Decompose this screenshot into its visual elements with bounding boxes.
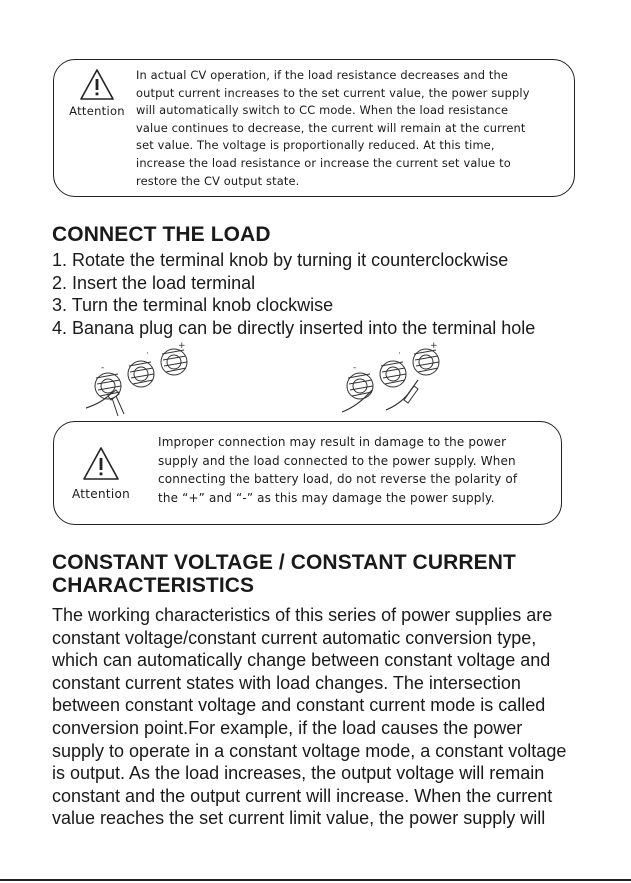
attention-box-cv-mode	[53, 59, 575, 197]
svg-text:-: -	[101, 363, 105, 373]
attention-label: Attention	[71, 487, 131, 501]
list-item: 3. Turn the terminal knob clockwise	[52, 295, 334, 316]
terminal-with-banana-plug-illustration	[338, 340, 458, 418]
list-item: 4. Banana plug can be directly inserted into the terminal hole	[52, 317, 536, 338]
page-bottom-rule	[0, 879, 631, 881]
section-heading-connect-load: CONNECT THE LOAD	[52, 223, 271, 246]
attention-indicator	[65, 446, 137, 501]
section-heading-cv-cc-characteristics: CONSTANT VOLTAGE / CONSTANT CURRENT CHARACTERISTICS	[52, 551, 516, 597]
attention-box-connection	[53, 421, 562, 525]
svg-text:-: -	[353, 363, 357, 373]
warning-triangle-icon	[82, 446, 120, 481]
attention-label: Attention	[69, 104, 125, 118]
warning-triangle-icon	[79, 68, 115, 101]
attention-indicator	[64, 68, 130, 118]
svg-text:·: ·	[398, 349, 401, 359]
svg-text:·: ·	[146, 349, 149, 359]
list-item: 2. Insert the load terminal	[52, 272, 256, 293]
cv-cc-paragraph: The working characteristics of this series of power supplies are constant voltage/constant current automatic conversion type, which can automatically change between constant voltage and constant current states with load changes. The intersection between constant voltage and constant current mode is called conversion point.For example, if the load causes the power supply to operate in a constant voltage mode, a constant voltage is output. As the load increases, the output voltage will remain constant and the output current will increase. When the current value reaches the set current limit value, the power supply will	[52, 605, 567, 829]
terminal-with-spade-lug-illustration	[86, 340, 206, 418]
connect-steps-list	[52, 249, 535, 339]
svg-text:+: +	[430, 341, 438, 351]
attention-text: In actual CV operation, if the load resistance decreases and the output current increases to the set current value, the power supply will automatically switch to CC mode. When the load resistance value continues to decrease, the current will remain at the current set value. The voltage is proportionally reduced. At this time, increase the load resistance or increase the current set value to restore the CV output state.	[136, 68, 530, 188]
attention-text: Improper connection may result in damage to the power supply and the load connected to the power supply. When connecting the battery load, do not reverse the polarity of the “+” and “-” as this may damage the power supply.	[158, 435, 518, 505]
list-item: 1. Rotate the terminal knob by turning it counterclockwise	[52, 250, 509, 270]
svg-text:+: +	[178, 341, 186, 351]
